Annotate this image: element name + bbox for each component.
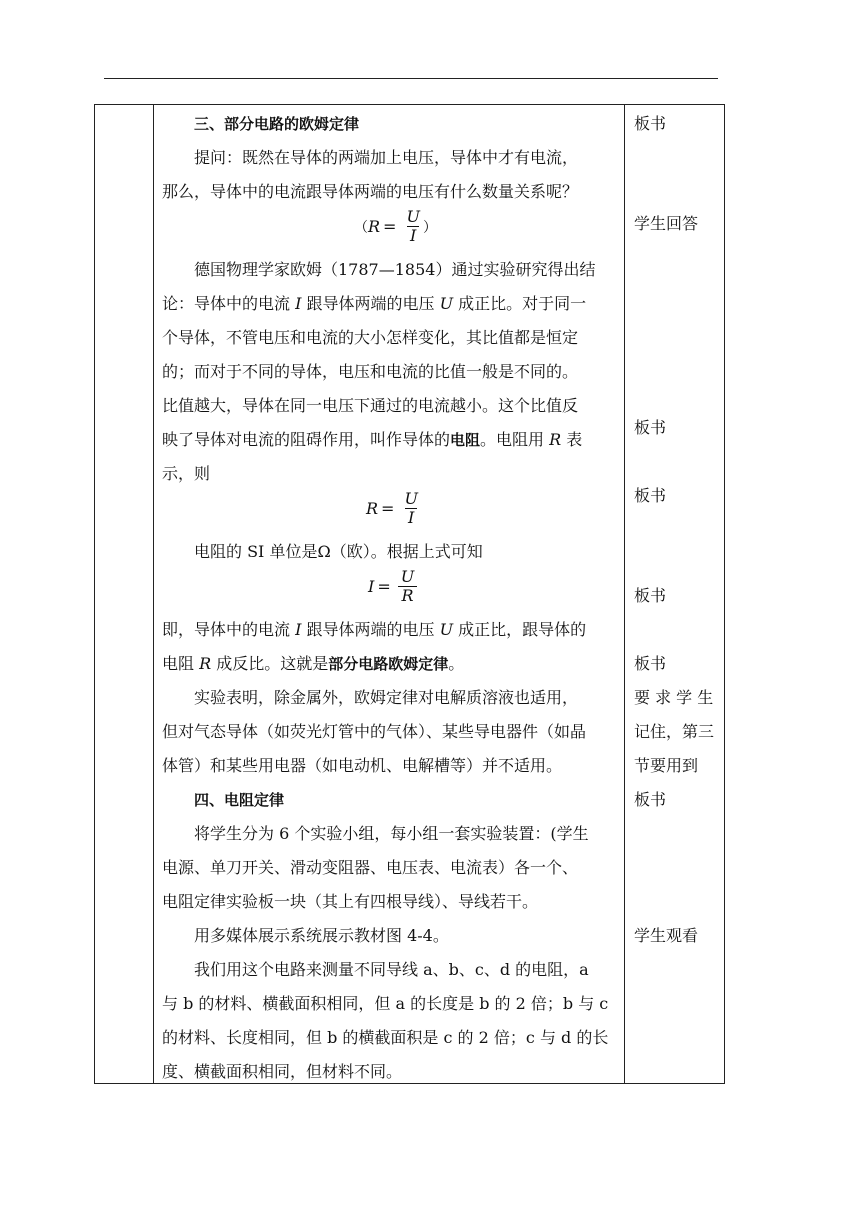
- ohm-para-line-4: 的；而对于不同的导体，电压和电流的比值一般是不同的。: [162, 362, 579, 381]
- ohm-para-line-1: 德国物理学家欧姆（1787—1854）通过实验研究得出结: [194, 260, 596, 279]
- note-remember-1: 要 求 学 生: [634, 688, 714, 707]
- numerator: U: [404, 489, 418, 508]
- experiment-line-2: 但对气态导体（如荧光灯管中的气体）、某些导电器件（如晶: [162, 722, 587, 741]
- note-remember-2: 记住，第三: [634, 722, 715, 741]
- numerator: U: [400, 567, 415, 586]
- fraction-U-over-R: [398, 568, 417, 605]
- note-blackboard: 板书: [634, 654, 667, 673]
- formula-answer: [354, 208, 437, 245]
- equals-sign: =: [377, 577, 391, 596]
- note-blackboard: 板书: [634, 586, 667, 605]
- fraction-U-over-I: [403, 208, 422, 245]
- wires-line-1: 我们用这个电路来测量不同导线 a、b、c、d 的电阻，a: [194, 960, 589, 979]
- paren-close: ）: [422, 219, 437, 236]
- section4-heading: 四、电阻定律: [194, 791, 285, 809]
- note-blackboard: 板书: [634, 790, 667, 809]
- note-blackboard: 板书: [634, 486, 667, 505]
- note-student-answer: 学生回答: [634, 214, 699, 233]
- note-blackboard: 板书: [634, 418, 667, 437]
- equals-sign: =: [383, 217, 397, 236]
- question-line-1: 提问：既然在导体的两端加上电压，导体中才有电流，: [194, 148, 579, 167]
- formula-resistance: [366, 490, 421, 527]
- experiment-line-1: 实验表明，除金属外，欧姆定律对电解质溶液也适用，: [194, 688, 579, 707]
- denominator: I: [405, 508, 417, 527]
- content-text: [94, 104, 625, 1084]
- groups-line-1: 将学生分为 6 个实验小组，每小组一套实验装置：(学生: [194, 824, 589, 843]
- ohm-para-line-6: 映了导体对电流的阻碍作用，叫作导体的电阻。电阻用 R 表: [162, 430, 583, 449]
- experiment-line-3: 体管）和某些用电器（如电动机、电解槽等）并不适用。: [162, 756, 563, 775]
- multimedia-line: 用多媒体展示系统展示教材图 4-4。: [194, 926, 449, 945]
- symbol-R: R: [368, 217, 381, 236]
- wires-line-4: 度、横截面积相同，但材料不同。: [162, 1062, 403, 1081]
- section3-heading: 三、部分电路的欧姆定律: [194, 115, 360, 133]
- paren-open: （: [354, 219, 368, 236]
- groups-line-3: 电阻定律实验板一块（其上有四根导线）、导线若干。: [162, 892, 539, 911]
- fraction-U-over-I: [401, 490, 420, 527]
- ohm-para-line-3: 个导体，不管电压和电流的大小怎样变化，其比值都是恒定: [162, 328, 579, 347]
- formula-current: [368, 568, 417, 605]
- symbol-I: I: [368, 577, 375, 596]
- ohm-law-line-1: 即，导体中的电流 I 跟导体两端的电压 U 成正比，跟导体的: [162, 620, 587, 639]
- question-line-2: 那么，导体中的电流跟导体两端的电压有什么数量关系呢？: [162, 182, 579, 201]
- wires-line-3: 的材料、长度相同，但 b 的横截面积是 c 的 2 倍；c 与 d 的长: [162, 1028, 609, 1047]
- ohm-law-line-2: 电阻 R 成反比。这就是部分电路欧姆定律。: [162, 654, 465, 673]
- ohm-para-line-2: 论：导体中的电流 I 跟导体两端的电压 U 成正比。对于同一: [162, 294, 587, 313]
- wires-line-2: 与 b 的材料、横截面积相同，但 a 的长度是 b 的 2 倍；b 与 c: [162, 994, 609, 1013]
- note-blackboard: 板书: [634, 114, 667, 133]
- si-unit-line: 电阻的 SI 单位是Ω（欧）。根据上式可知: [194, 542, 483, 561]
- ohm-para-line-5: 比值越大，导体在同一电压下通过的电流越小。这个比值反: [162, 396, 579, 415]
- symbol-R: R: [366, 499, 379, 518]
- equals-sign: =: [381, 499, 395, 518]
- numerator: U: [406, 207, 420, 226]
- denominator: R: [398, 586, 416, 605]
- note-remember-3: 节要用到: [634, 756, 699, 775]
- groups-line-2: 电源、单刀开关、滑动变阻器、电压表、电流表）各一个、: [162, 858, 579, 877]
- note-student-watch: 学生观看: [634, 926, 699, 945]
- header-rule: [104, 78, 718, 79]
- ohm-para-line-7: 示，则: [162, 464, 211, 483]
- denominator: I: [407, 226, 419, 245]
